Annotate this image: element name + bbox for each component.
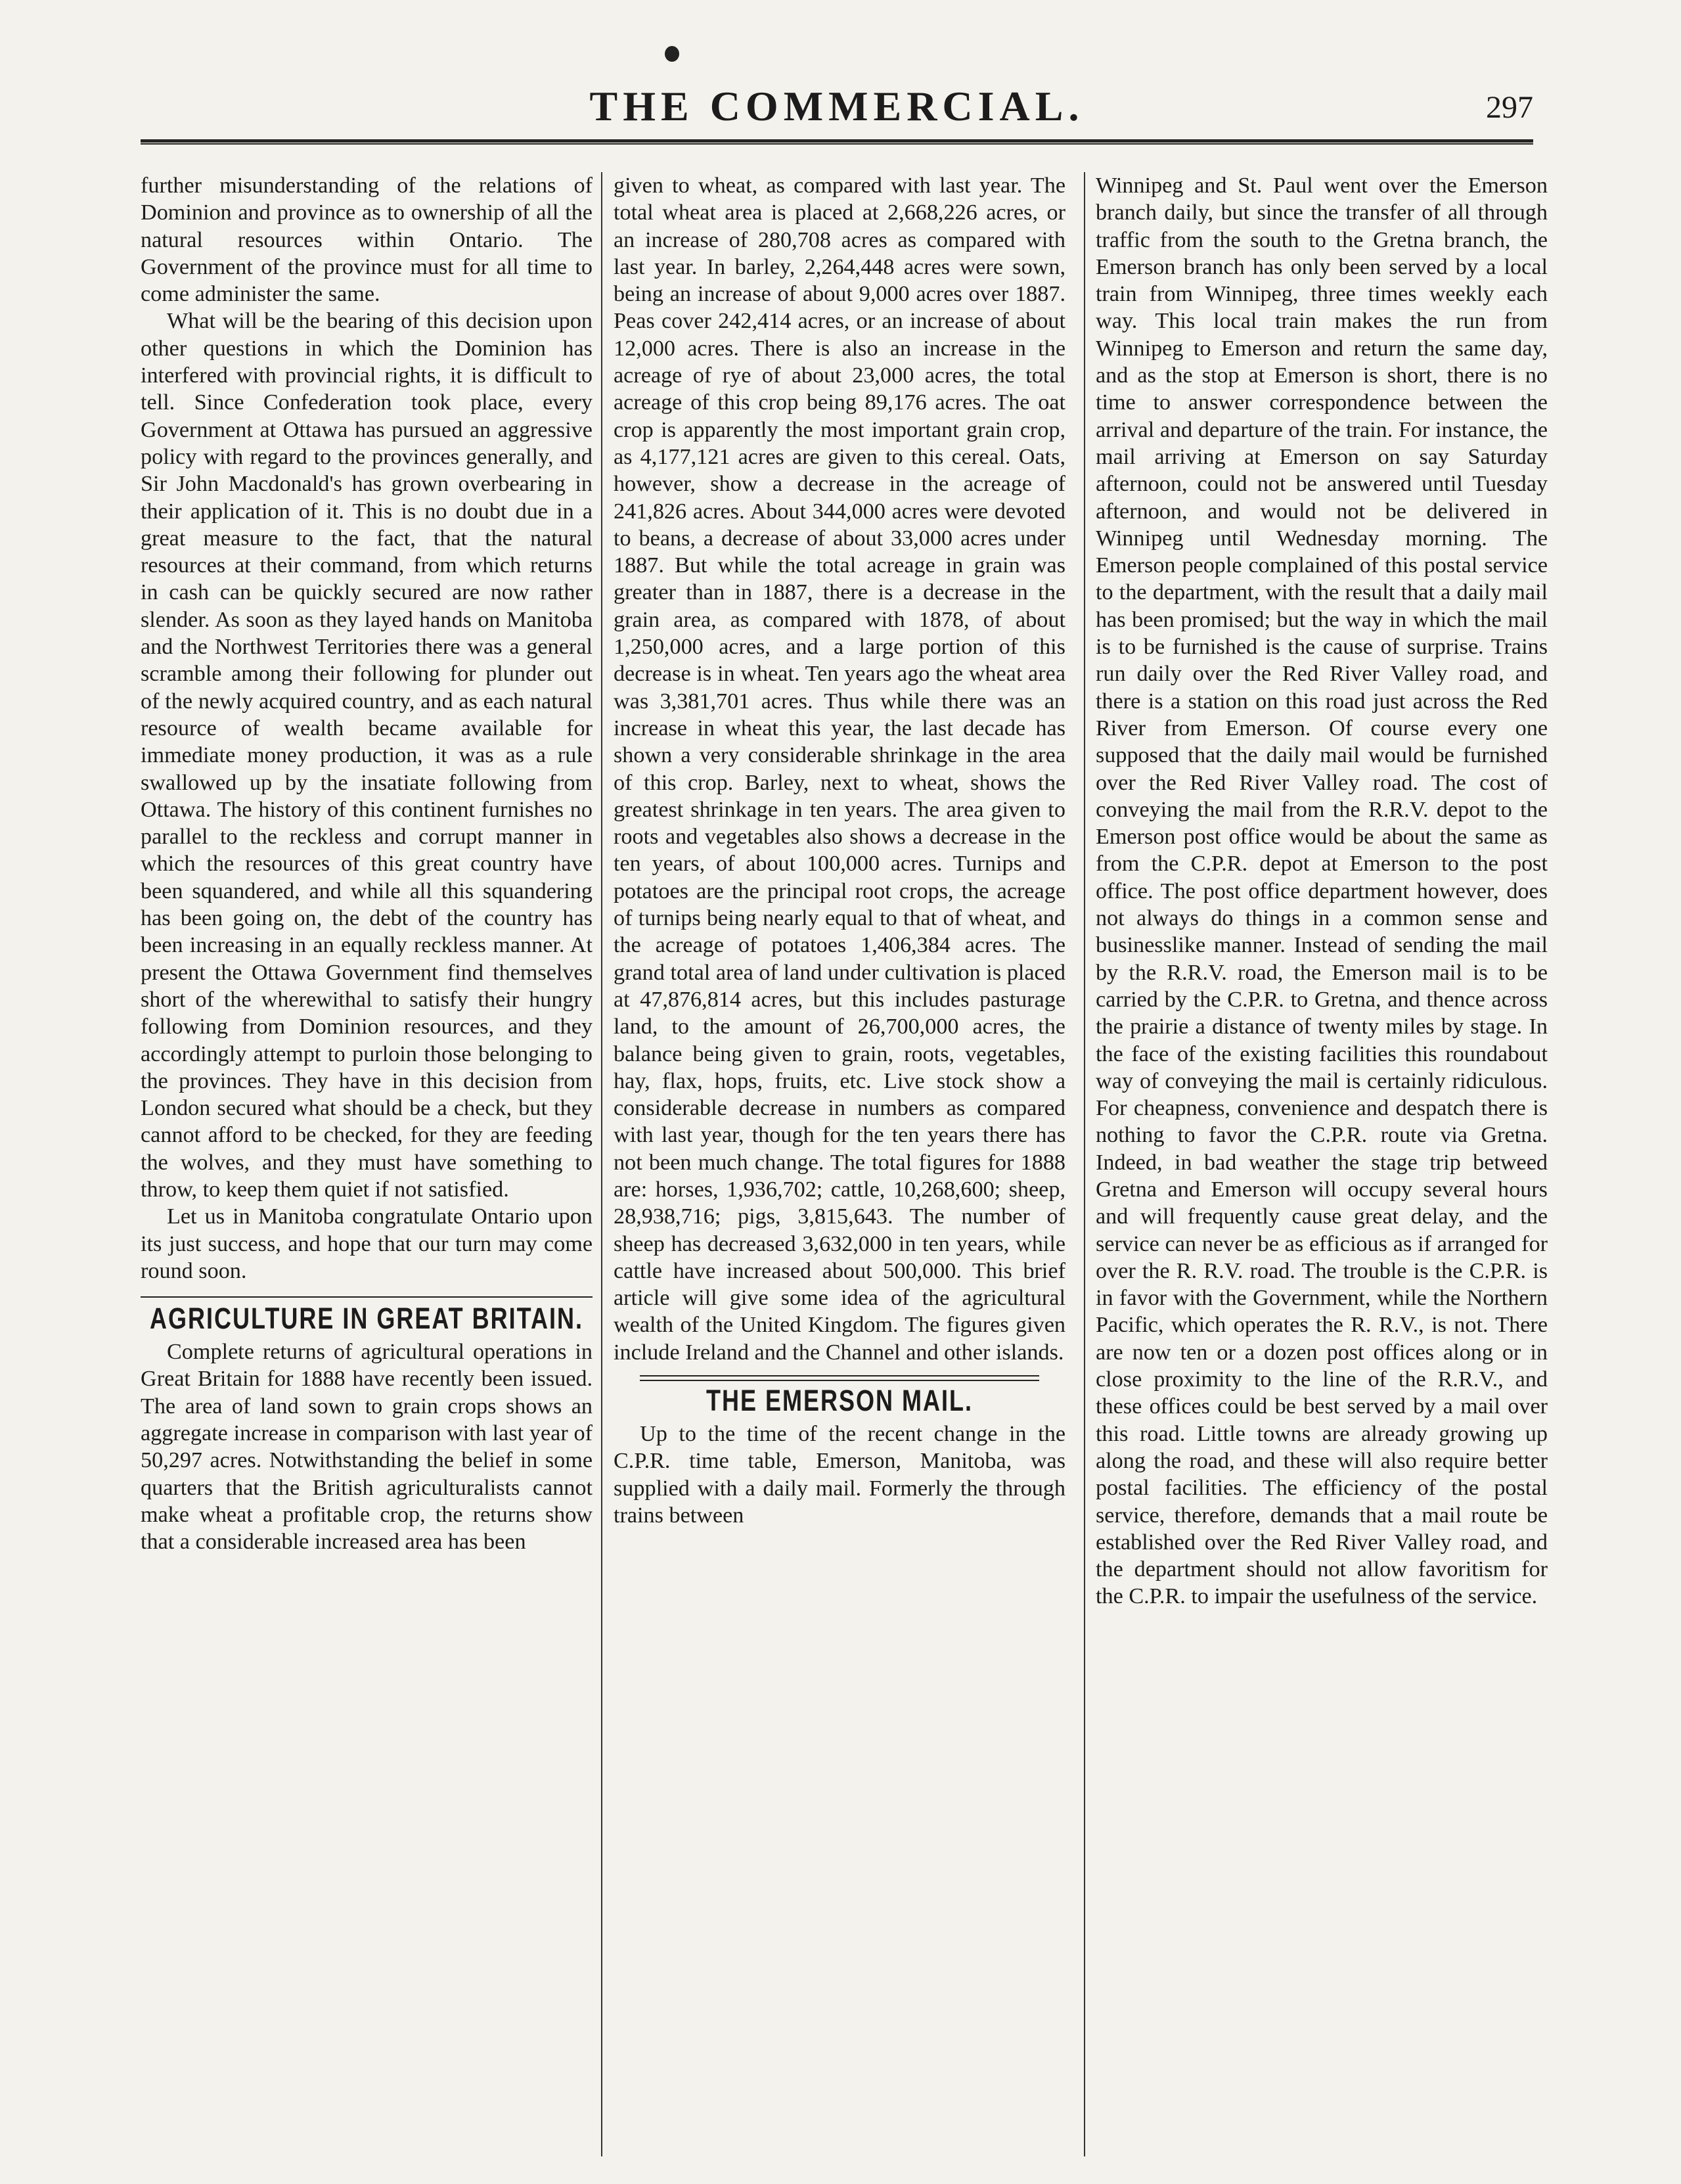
ornament-dot <box>665 46 679 62</box>
section-heading: AGRICULTURE IN GREAT BRITAIN. <box>150 1301 583 1336</box>
paragraph: Let us in Manitoba congratulate Ontario upon its just success, and hope that our turn may come round soon. <box>141 1204 593 1283</box>
section-divider <box>640 1375 1039 1381</box>
column-2 <box>614 172 1065 2156</box>
page-header <box>141 83 1533 143</box>
section-divider <box>141 1296 593 1298</box>
section-heading: THE EMERSON MAIL. <box>706 1383 973 1418</box>
page-number: 297 <box>1486 90 1533 125</box>
masthead-title: THE COMMERCIAL. <box>589 83 1085 129</box>
paragraph: What will be the bearing of this decision upon other questions in which the Dominion has interfered with provincial rights, it is difficult to tell. Since Confederation took place, every Government at Ottawa has pursued an aggressive policy with regard to the provinces generally, and Sir John Macdonald's has grown overbearing in their application of it. This is no doubt due in a great measure to the fact, that the natural resources at their command, from which returns in cash can be quickly secured are now rather slender. As soon as they layed hands on Manitoba and the Northwest Territories there was a general scramble among their following for plunder out of the newly acquired country, and as each natural resource of wealth became available for immediate money production, it was as a rule swallowed up by the insatiate following from Ottawa. The history of this continent furnishes no parallel to the reckless and corrupt manner in which the resources of this great country have been squandered, and while all this squandering has been going on, the debt of the country has been increasing in an equally reckless manner. At present the Ottawa Government find themselves short of the wherewithal to satisfy their hungry following from Dominion resources, and they accordingly attempt to purloin those belonging to the provinces. They have in this decision from London secured what should be a check, but they cannot afford to be checked, for they are feeding the wolves, and they must have something to throw, to keep them quiet if not satisfied. <box>141 309 593 1202</box>
column-3 <box>1096 172 1548 2156</box>
column-1 <box>141 172 593 2156</box>
column-divider <box>1084 172 1085 2156</box>
paragraph: given to wheat, as compared with last year. The total wheat area is placed at 2,668,226 acres, or an increase of 280,708 acres as compared with last year. In barley, 2,264,448 acres were sown, being an increase of about 9,000 acres over 1887. Peas cover 242,414 acres, or an increase of about 12,000 acres. There is also an increase in the acreage of rye of about 23,000 acres, the total acreage of this crop being 89,176 acres. The oat crop is apparently the most important grain crop, as 4,177,121 acres are given to this cereal. Oats, however, show a decrease in the acreage of 241,826 acres. About 344,000 acres were devoted to beans, a decrease of about 33,000 acres under 1887. But while the total acreage in grain was greater than in 1887, there is a decrease in the grain area, as compared with 1878, of about 1,250,000 acres, and a large portion of this decrease is in wheat. Ten years ago the wheat area was 3,381,701 acres. Thus while there was an increase in wheat this year, the last decade has shown a very considerable shrinkage in the area of this crop. Barley, next to wheat, shows the greatest shrinkage in ten years. The area given to roots and vegetables also shows a decrease in the ten years, of about 100,000 acres. Turnips and potatoes are the principal root crops, the acreage of turnips being nearly equal to that of wheat, and the acreage of potatoes 1,406,384 acres. The grand total area of land under cultivation is placed at 47,876,814 acres, but this includes pasturage land, to the amount of 26,700,000 acres, the balance being given to grain, roots, vegetables, hay, flax, hops, fruits, etc. Live stock show a considerable decrease in numbers as compared with last year, though for the ten years there has not been much change. The total figures for 1888 are: horses, 1,936,702; cattle, 10,268,600; sheep, 28,938,716; pigs, 3,815,643. The number of sheep has decreased 3,632,000 in ten years, while cattle have increased about 500,000. This brief article will give some idea of the agricultural wealth of the United Kingdom. The figures given include Ireland and the Channel and other islands. <box>614 173 1065 1365</box>
header-rule <box>141 139 1533 145</box>
paragraph: Up to the time of the recent change in the C.P.R. time table, Emerson, Manitoba, was supplied with a daily mail. Formerly the through trains between <box>614 1422 1065 1528</box>
column-divider <box>601 172 602 2156</box>
paragraph: Winnipeg and St. Paul went over the Emerson branch daily, but since the transfer of all through traffic from the south to the Gretna branch, the Emerson branch has only been served by a local train from Winnipeg, three times weekly each way. This local train makes the run from Winnipeg to Emerson and return the same day, and as the stop at Emerson is short, there is no time to answer correspondence between the arrival and departure of the train. For instance, the mail arriving at Emerson on say Saturday afternoon, could not be answered until Tuesday afternoon, and would not be delivered in Winnipeg until Wednesday morning. The Emerson people complained of this postal service to the department, with the result that a daily mail has been promised; but the way in which the mail is to be furnished is the cause of surprise. Trains run daily over the Red River Valley road, and there is a station on this road just across the Red River from Emerson. Of course every one supposed that the daily mail would be furnished over the Red River Valley road. The cost of conveying the mail from the R.R.V. depot to the Emerson post office would be about the same as from the C.P.R. depot at Emerson to the post office. The post office department however, does not always do things in a common sense and businesslike manner. Instead of sending the mail by the R.R.V. road, the Emerson mail is to be carried by the C.P.R. to Gretna, and thence across the prairie a distance of twenty miles by stage. In the face of the existing facilities this roundabout way of conveying the mail is certainly ridiculous. For cheapness, convenience and despatch there is nothing to favor the C.P.R. route via Gretna. Indeed, in bad weather the stage trip betweed Gretna and Emerson will occupy several hours and will frequently cause great delay, and the service can never be as efficious as if arranged for over the R. R.V. road. The trouble is the C.P.R. is in favor with the Government, while the Northern Pacific, which operates the R. R.V., is not. There are now ten or a dozen post offices along or in close proximity to the line of the R.R.V., and these offices could be best served by a mail over this road. Little towns are already growing up along the road, and these will also require better postal facilities. The efficiency of the postal service, therefore, demands that a mail route be established over the Red River Valley road, and the department should not allow favoritism for the C.P.R. to impair the usefulness of the service. <box>1096 173 1548 1609</box>
paragraph: further misunderstanding of the relations of Dominion and province as to ownership of all the natural resources within Ontario. The Government of the province must for all time to come administer the same. <box>141 173 593 307</box>
paragraph: Complete returns of agricultural operations in Great Britain for 1888 have recently been issued. The area of land sown to grain crops shows an aggregate increase in comparison with last year of 50,297 acres. Notwithstanding the belief in some quarters that the British agriculturalists cannot make wheat a profitable crop, the returns show that a considerable increased area has been <box>141 1340 593 1555</box>
